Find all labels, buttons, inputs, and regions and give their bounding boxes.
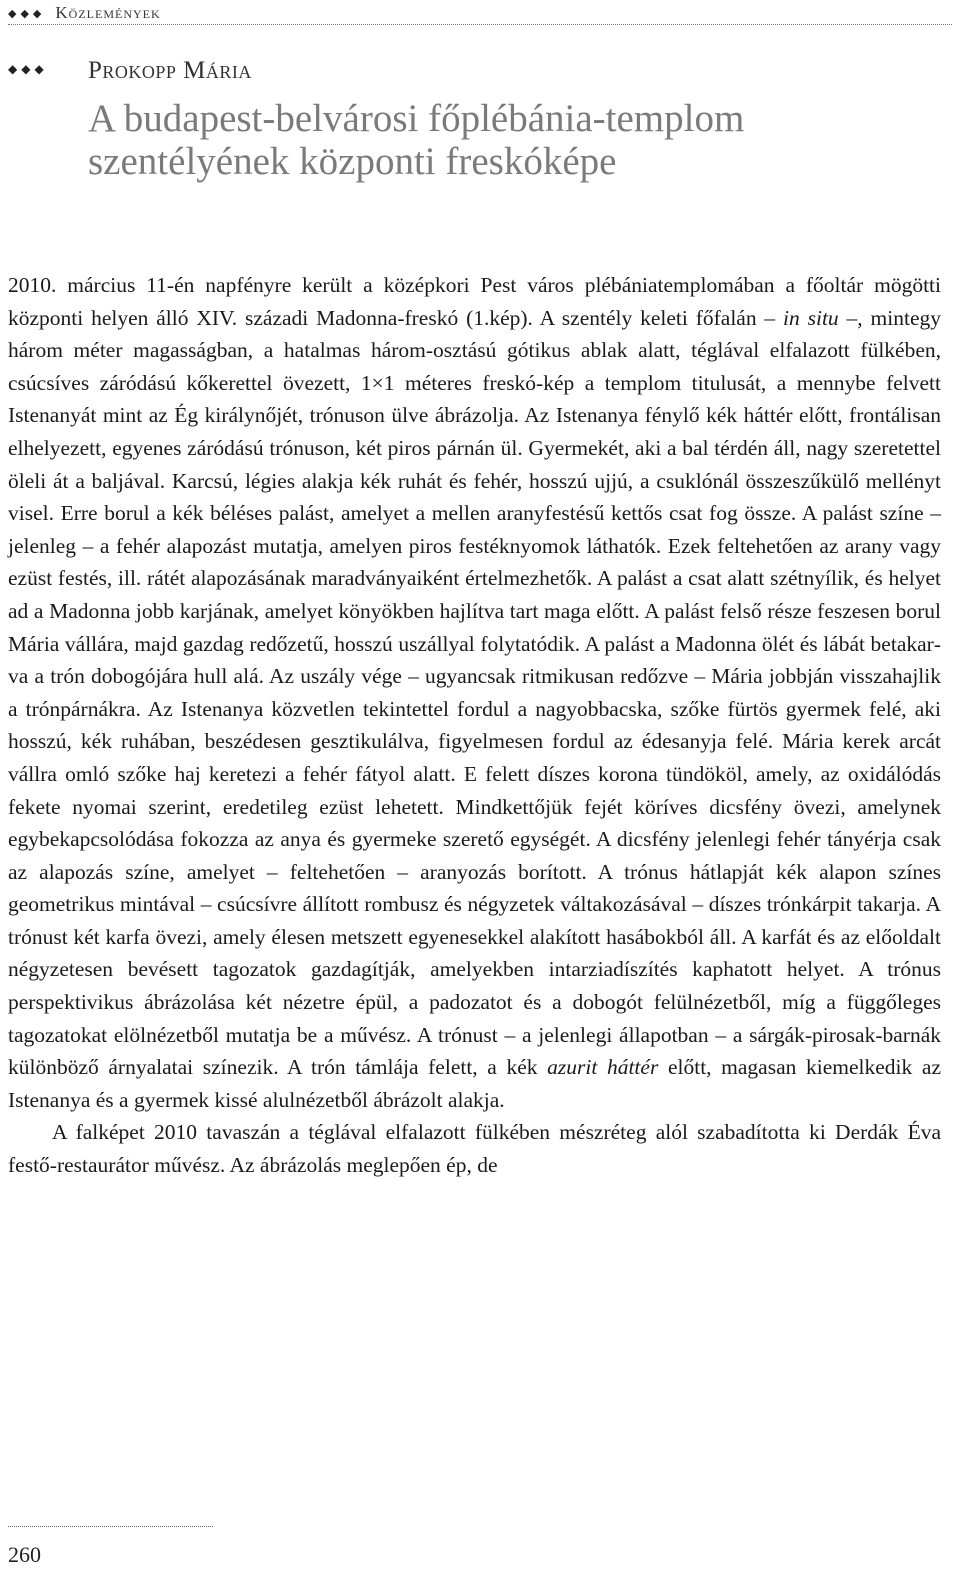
footnote-divider	[8, 1526, 213, 1527]
paragraph-1-text-c: előtt, magasan kiemelkedik az Istenanya és a gyermek kissé alulnézetből ábrázolt alakja.	[8, 1055, 941, 1112]
running-head	[8, 2, 952, 25]
diamond-ornament-icon: ◆◆◆	[8, 7, 46, 20]
title-line-2: szentélyének központi freskóképe	[88, 140, 617, 183]
page-number: 260	[8, 1542, 41, 1567]
paragraph-1	[8, 269, 941, 1116]
azurit-italic: azurit háttér	[547, 1055, 659, 1080]
paragraph-1-text-b: –, mintegy három méter magasságban, a hatalmas három-osztású gótikus ablak alatt, téglával elfalazott fülkében, csúcsíves záródású kőkerettel övezett, 1×1 méteres freskó-kép a templom titulusát, a mennybe felvett Istenanyát mint az Ég királynőjét, trónuson ülve ábrázolja. Az Istenanya fénylő kék háttér előtt, frontálisan elhelyezett, egyenes záródású trónuson, két piros párnán ül. Gyermekét, aki a bal térdén áll, nagy szeretettel öleli át a baljával. Karcsú, légies alakja kék ruhát és fehér, hosszú ujjú, a csuklónál összeszűkülő mellényt visel. Erre borul a kék béléses palást, amelyet a mellen aranyfestésű kettős csat fog össze. A palást színe – jelenleg – a fehér alapozást mutatja, amelyen piros festéknyomok láthatók. Ezek feltehetően az arany vagy ezüst festés, ill. rátét alapozásának maradványaiként értelmezhetők. A palást a csat alatt szétnyílik, és helyet ad a Madonna jobb karjának, amelyet könyökben hajlítva tart maga előtt. A palást felső része feszesen borul Mária vállára, majd gazdag redőzetű, hosszú uszállyal folytatódik. A palást a Madonna ölét és lábát betakarva a trón dobogójára hull alá. Az uszály vége – ugyancsak ritmikusan redőzve – Mária jobbján visszahajlik a trónpárnákra. Az Istenanya közvetlen tekintettel fordul a nagyobbacska, szőke fürtös gyermek felé, aki hosszú, kék ruhában, beszédesen gesztikulálva, figyelmesen fordul az édesanyja felé. Mária kerek arcát vállra omló szőke haj keretezi a fehér fátyol alatt. E felett díszes korona tündököl, amely, az oxidálódás fekete nyomai szerint, eredetileg ezüst lehetett. Mindkettőjük fejét köríves dicsfény övezi, amelynek egybekapcsolódása fokozza az anya és gyermeke szerető egységét. A dicsfény jelenlegi fehér tányérja csak az alapozás színe, amelyet – feltehetően – aranyozás borított. A trónus hátlapját kék alapon színes geometrikus mintával – csúcsívre állított rombusz és négyzetek váltakozásával – díszes trónkárpit takarja. A trónust két karfa övezi, amely élesen metszett egyenesekkel alakított hasábokból áll. A karfát és az előoldalt négyzetesen bevésett tagozatok gazdagítják, amelyekben intarziadíszítés kaphatott helyet. A trónus perspektivikus ábrázolása két nézetre épül, a padozatot és a dobogót felülnézetből, míg a függőleges tagozatokat elölnézetből mutatja be a művész. A trónust – a jelenlegi állapotban – a sárgák-pirosak-barnák különböző árnyalatai színezik. A trón támlája felett, a kék	[8, 305, 941, 1080]
paragraph-2: A falképet 2010 tavaszán a téglával elfalazott fülkében mészréteg alól szabadította ki Derdák Éva festő-restaurátor művész. Az ábrázolás meglepően ép, de	[8, 1120, 941, 1178]
title-line-1: A budapest-belvárosi főplébánia-templom	[88, 97, 745, 140]
author-name: Prokopp Mária	[88, 57, 252, 84]
diamond-ornament-icon: ◆◆◆	[8, 62, 48, 76]
article-title	[88, 97, 908, 183]
article-body	[8, 269, 941, 1182]
in-situ-italic: in situ	[783, 305, 839, 330]
paragraph-1-text-a: 2010. március 11-én napfényre került a középkori Pest város plébániatemplomában a főoltár mögötti központi helyen álló XIV. századi Madonna-freskó (1.kép). A szentély keleti főfalán –	[8, 273, 941, 330]
section-label: Közlemények	[55, 3, 161, 22]
